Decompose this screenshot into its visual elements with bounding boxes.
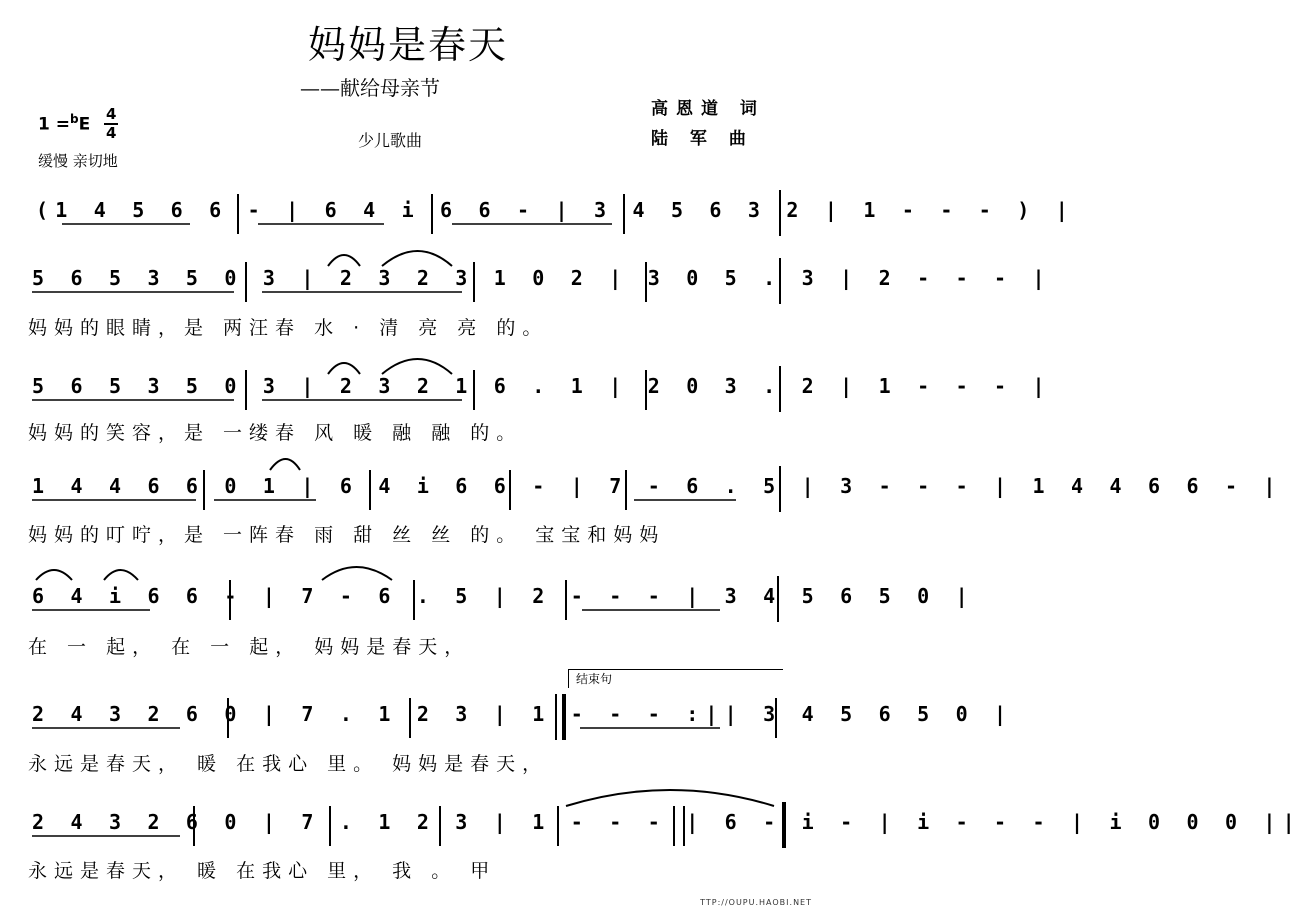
score-line-4: 1 4 4 6 6 0 1 | 6 4 i 6 6 - | 7 - 6 . 5 | 3 - - - | 1 4 4 6 6 - |	[32, 474, 1283, 498]
score-line-1: (1 4 5 6 6 - | 6 4 i 6 6 - | 3 4 5 6 3 2 | 1 - - - ) |	[36, 198, 1076, 222]
song-genre: 少儿歌曲	[358, 131, 423, 150]
score-line-5: 6 4 i 6 6 - | 7 - 6 . 5 | 2 - - - | 3 4 5 6 5 0 |	[32, 584, 975, 608]
song-subtitle: ——献给母亲节	[300, 76, 440, 100]
lyrics-line-5: 在 一 起， 在 一 起， 妈妈是春天，	[28, 636, 471, 658]
lyrics-line-7: 永远是春天， 暖 在我心 里， 我 。 甲	[28, 860, 497, 882]
lyricist-credit: 高恩道 词	[651, 99, 765, 119]
score-line-2: 5 6 5 3 5 0 3 | 2 3 2 3 1 0 2 | 3 0 5 . 3 | 2 - - - |	[32, 266, 1052, 290]
lyrics-line-3: 妈妈的笑容，是 一缕春 风 暖 融 融 的。	[28, 422, 523, 444]
composer-credit: 陆 军 曲	[651, 129, 754, 149]
lyrics-line-2: 妈妈的眼睛，是 两汪春 水 · 清 亮 亮 的。	[28, 317, 549, 339]
key-note: E	[78, 114, 91, 135]
key-flat: b	[70, 112, 79, 126]
ending-label: 结束句	[576, 672, 613, 686]
lyrics-line-6: 永远是春天， 暖 在我心 里。 妈妈是春天，	[28, 753, 549, 775]
watermark: TTP://OUPU.HAOBI.NET	[700, 898, 812, 907]
score-line-7: 2 4 3 2 6 0 | 7 . 1 2 3 | 1 - - - | 6 - i - | i - - - | i 0 0 0 ||	[32, 810, 1302, 834]
key-label: 1 =	[38, 114, 70, 135]
tempo-marking: 缓慢 亲切地	[38, 152, 118, 170]
score-line-6: 2 4 3 2 6 0 | 7 . 1 2 3 | 1 - - - :|| 3 4 5 6 5 0 |	[32, 702, 1014, 726]
time-top: 4	[106, 105, 117, 123]
time-bottom: 4	[106, 124, 117, 142]
lyrics-line-4: 妈妈的叮咛，是 一阵春 雨 甜 丝 丝 的。 宝宝和妈妈	[28, 524, 666, 546]
score-line-3: 5 6 5 3 5 0 3 | 2 3 2 1 6 . 1 | 2 0 3 . 2 | 1 - - - |	[32, 374, 1052, 398]
song-title: 妈妈是春天	[307, 23, 508, 67]
